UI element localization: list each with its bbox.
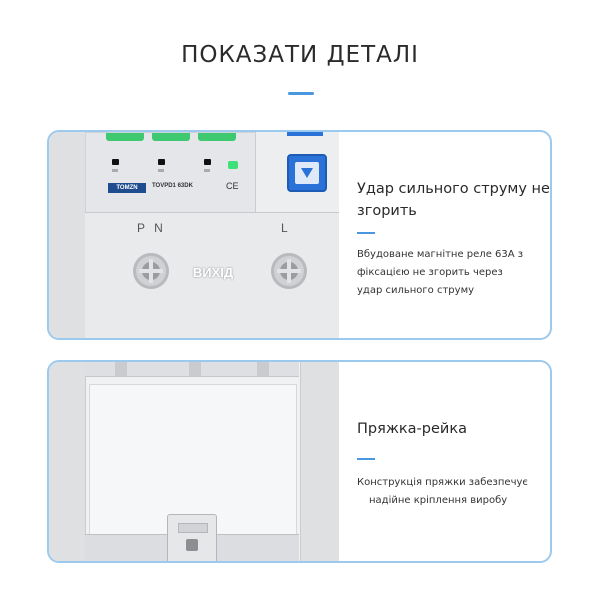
feature-desc-line: Вбудоване магнітне реле 63А з [357,249,524,260]
terminal-label-pn: P N [137,221,166,235]
feature-desc-line: Конструкція пряжки забезпечує [357,477,528,488]
feature-title: Пряжка-рейка [357,421,467,437]
feature-description [357,246,547,300]
device-front-panel [85,132,257,214]
indicator-led [204,159,211,165]
output-label: ВИХІД [192,265,234,280]
terminal-block [85,212,339,338]
feature-title-line: Удар сильного струму не [357,181,550,197]
brand-logo: TOMZN [108,183,146,193]
indicator-led [112,159,119,165]
product-photo-back [49,362,339,561]
feature-info [339,132,550,338]
rail-slot [115,362,127,376]
led-caption [112,169,118,172]
product-photo-front [49,132,339,338]
led-caption [204,169,210,172]
blue-reset-button [287,154,327,192]
indicator-led [158,159,165,165]
feature-title [357,178,550,222]
rail-slot [189,362,201,376]
ce-mark: CE [226,181,239,191]
page-title: ПОКАЗАТИ ДЕТАЛІ [181,42,419,68]
rail-top-strip [85,362,299,377]
model-label: TOVPD1 63DK [152,183,193,189]
feature-card-rail [47,360,552,563]
feature-underline [357,232,375,234]
feature-title-line: згорить [357,203,417,219]
din-rail-clip [167,514,217,561]
triangle-down-icon [301,168,313,178]
feature-description [357,474,547,510]
screw-terminal-right [271,253,307,289]
led-caption [158,169,164,172]
feature-desc-line: фіксацією не згорить через [357,267,503,278]
button-face [295,162,319,184]
blue-button-top [287,132,323,136]
feature-card-surge [47,130,552,340]
display-segment [106,133,144,141]
title-underline [288,92,314,95]
clip-hook [178,523,208,533]
screw-slot [277,269,301,273]
display-segment [198,133,236,141]
clip-hole [186,539,198,551]
rail-slot [257,362,269,376]
feature-desc-line: надійне кріплення виробу [369,495,508,506]
feature-desc-line: удар сильного струму [357,285,475,296]
screw-terminal-left [133,253,169,289]
feature-info [339,362,550,561]
display-segment [152,133,190,141]
screw-head [142,262,160,280]
terminal-label-l: L [281,221,291,235]
screw-head [280,262,298,280]
feature-underline [357,458,375,460]
status-led [228,161,238,169]
screw-slot [139,269,163,273]
